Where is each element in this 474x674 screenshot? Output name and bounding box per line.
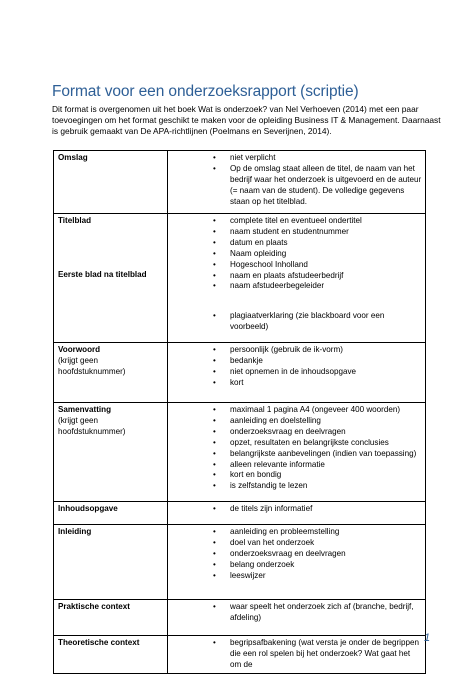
list-item: • is zelfstandig te lezen xyxy=(213,481,422,492)
list-item: • de titels zijn informatief xyxy=(213,504,422,515)
list-item: • belangrijkste aanbevelingen (indien van toepassing) xyxy=(213,449,422,460)
list-item: • naam en plaats afstudeerbedrijf xyxy=(213,271,422,282)
table-row xyxy=(54,403,426,502)
bullet-list xyxy=(172,527,422,582)
bullet-list xyxy=(172,638,422,671)
section-note: (krijgt geen hoofdstuknummer) xyxy=(58,415,126,436)
section-cell xyxy=(54,600,168,636)
section-cell xyxy=(54,525,168,600)
list-item: • maximaal 1 pagina A4 (ongeveer 400 woorden) xyxy=(213,405,422,416)
content-cell xyxy=(168,214,426,343)
section-label: Titelblad xyxy=(58,216,92,225)
section-cell xyxy=(54,214,168,343)
list-item: • naam afstudeerbegeleider xyxy=(213,281,422,292)
list-item: • plagiaatverklaring (zie blackboard voor een voorbeeld) xyxy=(213,311,422,333)
bullet-list xyxy=(172,504,422,515)
list-item: • niet opnemen in de inhoudsopgave xyxy=(213,367,422,378)
section-label: Praktische context xyxy=(58,602,130,611)
list-item: • Hogeschool Inholland xyxy=(213,260,422,271)
section-cell xyxy=(54,502,168,525)
content-cell xyxy=(168,403,426,502)
bullet-list xyxy=(172,153,422,208)
section-cell xyxy=(54,636,168,674)
list-item: • persoonlijk (gebruik de ik-vorm) xyxy=(213,345,422,356)
list-item: • bedankje xyxy=(213,356,422,367)
document-title: Format voor een onderzoeksrapport (scriptie) xyxy=(52,83,359,100)
table-row xyxy=(54,214,426,343)
content-cell xyxy=(168,343,426,403)
bullet-list xyxy=(172,405,422,492)
bullet-list xyxy=(172,345,422,389)
list-item: • belang onderzoek xyxy=(213,560,422,571)
bullet-list xyxy=(172,602,422,624)
list-item: • kort xyxy=(213,378,422,389)
content-cell xyxy=(168,636,426,674)
section-cell xyxy=(54,343,168,403)
section-label: Inleiding xyxy=(58,527,92,536)
table-row xyxy=(54,525,426,600)
list-item: • Op de omslag staat alleen de titel, de naam van het bedrijf waar het onderzoek is uitgevoerd en de auteur (= naam van de student). De volledige gegevens staan op het titelblad. xyxy=(213,164,422,208)
list-item: • leeswijzer xyxy=(213,571,422,582)
format-table xyxy=(53,150,426,674)
content-cell xyxy=(168,502,426,525)
section-label: Samenvatting xyxy=(58,405,112,414)
section-cell xyxy=(54,151,168,214)
section-label: Inhoudsopgave xyxy=(58,504,118,513)
table-row xyxy=(54,502,426,525)
list-item: • onderzoeksvraag en deelvragen xyxy=(213,549,422,560)
bullet-list xyxy=(172,311,422,333)
section-label: Eerste blad na titelblad xyxy=(58,269,147,279)
list-item: • alleen relevante informatie xyxy=(213,460,422,471)
table-row xyxy=(54,636,426,674)
content-cell xyxy=(168,151,426,214)
table-row xyxy=(54,343,426,403)
list-item: • doel van het onderzoek xyxy=(213,538,422,549)
list-item: • aanleiding en probleemstelling xyxy=(213,527,422,538)
section-label: Omslag xyxy=(58,153,88,162)
table-row xyxy=(54,151,426,214)
bullet-list xyxy=(172,216,422,292)
list-item: • datum en plaats xyxy=(213,238,422,249)
content-cell xyxy=(168,600,426,636)
list-item: • onderzoeksvraag en deelvragen xyxy=(213,427,422,438)
table-row xyxy=(54,600,426,636)
list-item: • Naam opleiding xyxy=(213,249,422,260)
list-item: • aanleiding en doelstelling xyxy=(213,416,422,427)
section-label: Voorwoord xyxy=(58,345,101,354)
list-item: • kort en bondig xyxy=(213,470,422,481)
list-item: • naam student en studentnummer xyxy=(213,227,422,238)
page-number: 1 xyxy=(424,632,431,644)
list-item: • begripsafbakening (wat versta je onder de begrippen die een rol spelen bij het onderzoek? Wat gaat het om de xyxy=(213,638,422,671)
section-note: (krijgt geen hoofdstuknummer) xyxy=(58,355,126,376)
intro-paragraph: Dit format is overgenomen uit het boek Wat is onderzoek? van Nel Verhoeven (2014) met een paar toevoegingen om het format geschikt te maken voor de opleiding Business IT & Management. Daarnaast is gebruik gemaakt van De APA-richtlijnen (Poelmans en Severijnen, 2014). xyxy=(52,104,441,136)
section-label: Theoretische context xyxy=(58,638,140,647)
list-item: • waar speelt het onderzoek zich af (branche, bedrijf, afdeling) xyxy=(213,602,422,624)
section-cell xyxy=(54,403,168,502)
list-item: • complete titel en eventueel ondertitel xyxy=(213,216,422,227)
list-item: • opzet, resultaten en belangrijkste conclusies xyxy=(213,438,422,449)
list-item: • niet verplicht xyxy=(213,153,422,164)
content-cell xyxy=(168,525,426,600)
